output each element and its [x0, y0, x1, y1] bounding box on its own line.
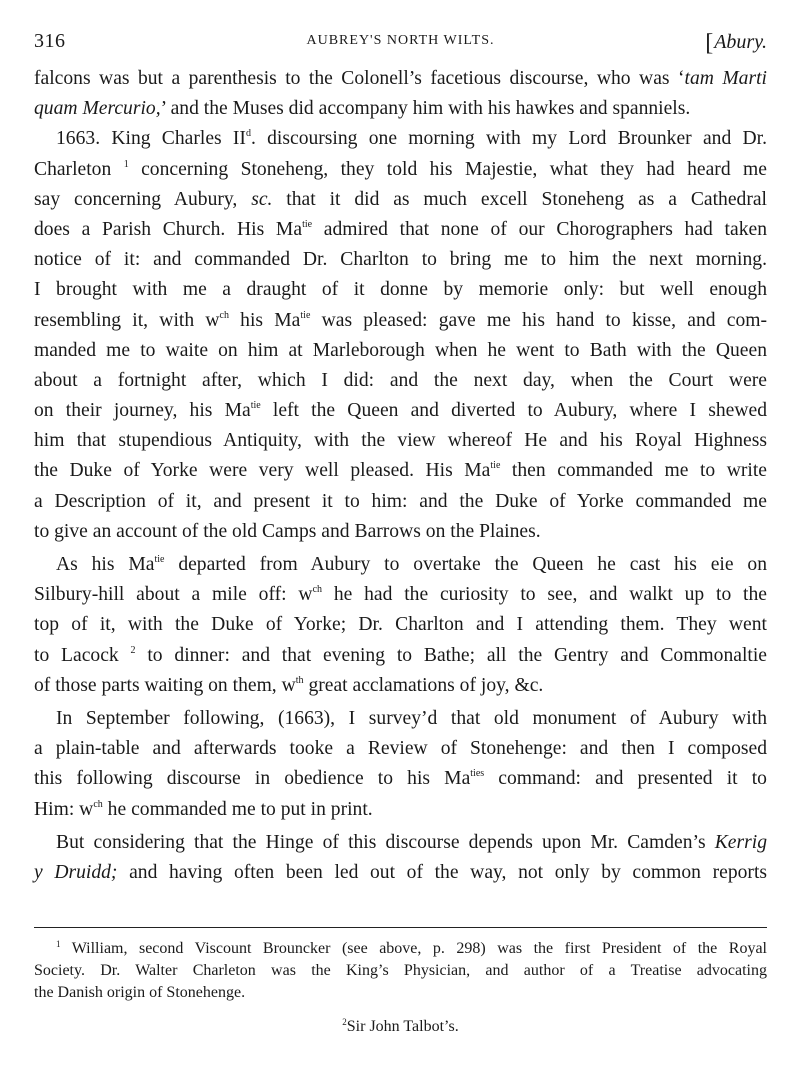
text-run: great acclamations of joy, &c.	[303, 674, 544, 696]
text-run: ’ and the Muses did accompany him with his hawkes and spanniels.	[160, 98, 691, 120]
text-run: does a Parish Church. His Ma	[34, 218, 303, 240]
superscript: ch	[93, 798, 103, 810]
running-head	[34, 30, 767, 56]
footnote-line	[34, 960, 767, 982]
text-line	[34, 396, 767, 426]
text-run: of those parts waiting on them, w	[34, 674, 296, 696]
text-run: he commanded me to put in print.	[102, 798, 373, 820]
text-line	[34, 185, 767, 215]
text-run: I brought with me a draught of it donne by memorie only: but well enough	[34, 279, 767, 301]
section-marker	[705, 30, 767, 57]
text-run: he had the curiosity to see, and walkt up to the	[322, 584, 767, 606]
text-run: him that stupendious Antiquity, with the view whereof He and his Royal Highness	[34, 430, 767, 452]
text-run: on their journey, his Ma	[34, 400, 251, 422]
text-run: the Danish origin of Stonehenge.	[34, 984, 246, 1001]
superscript: 2	[342, 1017, 347, 1027]
text-line	[34, 306, 767, 336]
text-run: about a fortnight after, which I did: and the next day, when the Court were	[34, 369, 767, 391]
superscript: ties	[470, 768, 485, 780]
text-line	[34, 764, 767, 794]
text-line	[34, 641, 767, 671]
footnote-line	[34, 982, 767, 1004]
text-run: Sir John Talbot’s.	[346, 1018, 459, 1035]
text-run: left the Queen and diverted to Aubury, where I shewed	[260, 400, 767, 422]
text-run: But considering that the Hinge of this discourse depends upon Mr. Camden’s	[56, 831, 715, 853]
superscript: 1	[123, 158, 129, 170]
text-line	[34, 456, 767, 486]
superscript: tie	[154, 554, 165, 565]
text-line	[34, 858, 767, 888]
text-line	[34, 734, 767, 764]
superscript: 1	[56, 939, 61, 949]
text-run: to Lacock	[34, 644, 131, 666]
text-run: and having often been led out of the way, not only by common reports	[117, 861, 768, 883]
text-run: notice of it: and commanded Dr. Charlton to bring me to him the next morning.	[34, 249, 767, 271]
superscript: tie	[302, 218, 313, 230]
text-line	[34, 275, 767, 305]
italic-text: quam Mercurio,	[34, 98, 161, 120]
text-run: to give an account of the old Camps and Barrows on the Plaines.	[34, 520, 541, 542]
text-line	[34, 487, 767, 517]
text-run: William, second Viscount Brouncker (see above, p. 298) was the first President of the Royal	[60, 940, 767, 957]
footnote-rule	[34, 927, 767, 928]
text-run: his Ma	[228, 309, 301, 331]
text-run: a Description of it, and present it to him: and the Duke of Yorke commanded me	[34, 490, 767, 512]
footnotes	[34, 938, 767, 1038]
text-line	[34, 610, 767, 640]
text-line	[34, 671, 767, 701]
italic-text: Kerrig	[714, 831, 767, 853]
text-run: admired that none of our Chorographers had taken	[312, 218, 767, 240]
superscript: ch	[312, 584, 323, 596]
text-run: command: and presented it to	[484, 768, 767, 790]
text-line	[34, 580, 767, 610]
superscript: ch	[219, 309, 229, 321]
italic-text: sc.	[251, 188, 273, 210]
text-line	[34, 517, 767, 547]
text-run: this following discourse in obedience to his Ma	[34, 768, 471, 790]
text-run: Charleton	[34, 158, 124, 180]
text-run: falcons was but a parenthesis to the Colonell’s facetious discourse, who was ‘	[34, 68, 685, 89]
text-run: resembling it, with w	[34, 309, 220, 331]
text-run: top of it, with the Duke of Yorke; Dr. Charlton and I attending them. They went	[34, 614, 767, 636]
text-line	[34, 94, 767, 124]
text-line	[34, 64, 767, 94]
text-run: a plain-table and afterwards tooke a Review of Stonehenge: and then I composed	[34, 738, 767, 760]
superscript: tie	[250, 400, 261, 412]
text-line	[34, 704, 767, 734]
superscript: d	[245, 128, 251, 140]
text-run: say concerning Aubury,	[34, 188, 252, 210]
section-name: Abury.	[714, 31, 767, 53]
text-line	[34, 336, 767, 366]
text-line	[34, 795, 767, 825]
text-run: Silbury-hill about a mile off: w	[34, 584, 313, 606]
italic-text: tam Marti	[684, 68, 767, 89]
italic-text: y Druidd;	[34, 861, 118, 883]
body-text	[34, 64, 767, 888]
text-run: that it did as much excell Stoneheng as a Cathedral	[272, 188, 768, 210]
text-line	[34, 155, 767, 185]
text-line	[34, 828, 767, 858]
text-run: to dinner: and that evening to Bathe; all the Gentry and Commonaltie	[135, 644, 767, 666]
text-run: concerning Stoneheng, they told his Majestie, what they had heard me	[128, 158, 767, 180]
text-run: Him: w	[34, 798, 94, 820]
text-run: then commanded me to write	[500, 460, 767, 482]
section-bracket: [	[705, 30, 714, 56]
text-run: . discoursing one morning with my Lord Brounker and Dr.	[250, 128, 767, 150]
text-run: Society. Dr. Walter Charleton was the King’s Physician, and author of a Treatise advocating	[34, 962, 767, 979]
text-run: the Duke of Yorke were very well pleased. His Ma	[34, 460, 491, 482]
text-run: was pleased: gave me his hand to kisse, and com-	[310, 309, 768, 331]
text-line	[34, 550, 767, 580]
page-number: 316	[34, 30, 66, 52]
text-line	[34, 215, 767, 245]
superscript: 2	[130, 644, 136, 656]
text-run: 1663. King Charles II	[56, 128, 246, 150]
superscript: th	[295, 674, 304, 686]
text-run: In September following, (1663), I survey’d that old monument of Aubury with	[56, 707, 767, 729]
superscript: tie	[300, 309, 311, 321]
text-line	[34, 124, 767, 154]
text-line	[34, 245, 767, 275]
superscript: tie	[490, 460, 501, 472]
footnote-line	[34, 1016, 767, 1038]
text-line	[34, 366, 767, 396]
text-run: manded me to waite on him at Marleborough when he went to Bath with the Queen	[34, 339, 767, 361]
footnote-line	[34, 938, 767, 960]
text-line	[34, 426, 767, 456]
text-run: As his Ma	[56, 554, 155, 575]
running-title: AUBREY'S NORTH WILTS.	[306, 33, 495, 48]
text-run: departed from Aubury to overtake the Queen he cast his eie on	[164, 554, 767, 575]
